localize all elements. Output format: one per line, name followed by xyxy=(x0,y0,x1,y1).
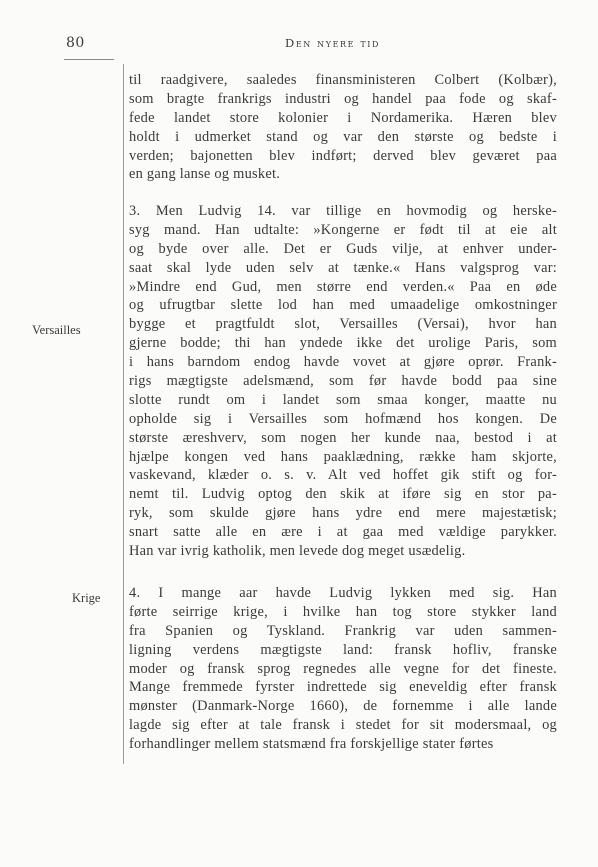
text-line: snart satte alle en ære i at gaa med vældige parykker. xyxy=(129,524,557,541)
text-line: 3. Men Ludvig 14. var tillige en hovmodig og herske- xyxy=(129,203,557,219)
text-line: mønster (Danmark-Norge 1660), de fornemme i alle lande xyxy=(129,698,557,715)
text-line: til raadgivere, saaledes finansministeren Colbert (Kolbær), xyxy=(129,72,557,88)
header-rule xyxy=(64,59,114,60)
margin-note-krige: Krige xyxy=(72,591,101,605)
text-line: Mange fremmede fyrster indrettede sig eneveldig efter fransk xyxy=(129,679,557,696)
text-line: 4. I mange aar havde Ludvig lykken med sig. Han xyxy=(129,585,557,601)
text-line: opholde sig i Versailles som hofmænd hos kongen. De xyxy=(129,410,557,427)
text-line: verden; bajonetten blev indført; derved blev geværet paa xyxy=(129,147,557,164)
paragraph-3 xyxy=(129,584,557,754)
text-line: og ufrugtbar slette lod han med umaadelige omkostninger xyxy=(129,297,557,314)
text-line: Han var ivrig katholik, men levede dog meget usædelig. xyxy=(129,543,466,560)
paragraph-2 xyxy=(129,202,557,561)
text-line: en gang lanse og musket. xyxy=(129,166,281,183)
text-line: hjælpe kongen ved hans paaklædning, række ham skjorte, xyxy=(129,448,557,465)
text-line: forhandlinger mellem statsmænd fra forskjellige stater førtes xyxy=(129,736,494,753)
text-line: gjerne bodde; thi han yndede ikke det urolige Paris, som xyxy=(129,335,557,352)
text-line: nemt til. Ludvig optog den skik at iføre sig en stor pa- xyxy=(129,486,557,503)
running-title: Den nyere tid xyxy=(285,36,381,50)
text-line: i hans barndom endog havde vovet at gjøre oprør. Frank- xyxy=(129,354,557,371)
column-rule xyxy=(123,64,124,764)
page-number: 80 xyxy=(66,35,85,51)
text-line: rigs mægtigste adelsmænd, som før havde bodd paa sine xyxy=(129,373,557,390)
text-line: førte seirrige krige, i hvilke han tog store stykker land xyxy=(129,603,557,620)
paragraph-1 xyxy=(129,71,557,184)
text-line: som bragte frankrigs industri og handel paa fode og skaf- xyxy=(129,90,557,107)
text-line: ryk, som skulde gjøre hans ydre end mere majestætisk; xyxy=(129,505,557,522)
text-line: slotte rundt om i landet som smaa konger, maatte nu xyxy=(129,391,557,408)
text-line: bygge et pragtfuldt slot, Versailles (Versai), hvor han xyxy=(129,316,557,333)
text-line: moder og fransk sprog regnedes alle vegne for det fineste. xyxy=(129,660,557,677)
text-line: vaskevand, klæder o. s. v. Alt ved hoffet gik stift og for- xyxy=(129,467,557,484)
text-line: »Mindre end Gud, men større end verden.« Paa en øde xyxy=(129,278,557,295)
text-line: holdt i udmerket stand og var den største og bedste i xyxy=(129,128,557,145)
text-line: lagde sig efter at tale fransk i stedet for sit modersmaal, og xyxy=(129,717,557,734)
text-line: og byde over alle. Det er Guds vilje, at enhver under- xyxy=(129,240,557,257)
text-line: saat skal lyde uden selv at tænke.« Hans valgsprog var: xyxy=(129,259,557,276)
text-line: fede landet store kolonier i Nordamerika. Hæren blev xyxy=(129,109,557,126)
text-line: fra Spanien og Tyskland. Frankrig var uden sammen- xyxy=(129,622,557,639)
text-line: ligning verdens mægtigste land: fransk hofliv, franske xyxy=(129,641,557,658)
text-line: syg mand. Han udtalte: »Kongerne er født til at eie alt xyxy=(129,221,557,238)
margin-note-versailles: Versailles xyxy=(32,323,81,337)
text-line: største æreshverv, som nogen her kunde naa, bestod i at xyxy=(129,429,557,446)
